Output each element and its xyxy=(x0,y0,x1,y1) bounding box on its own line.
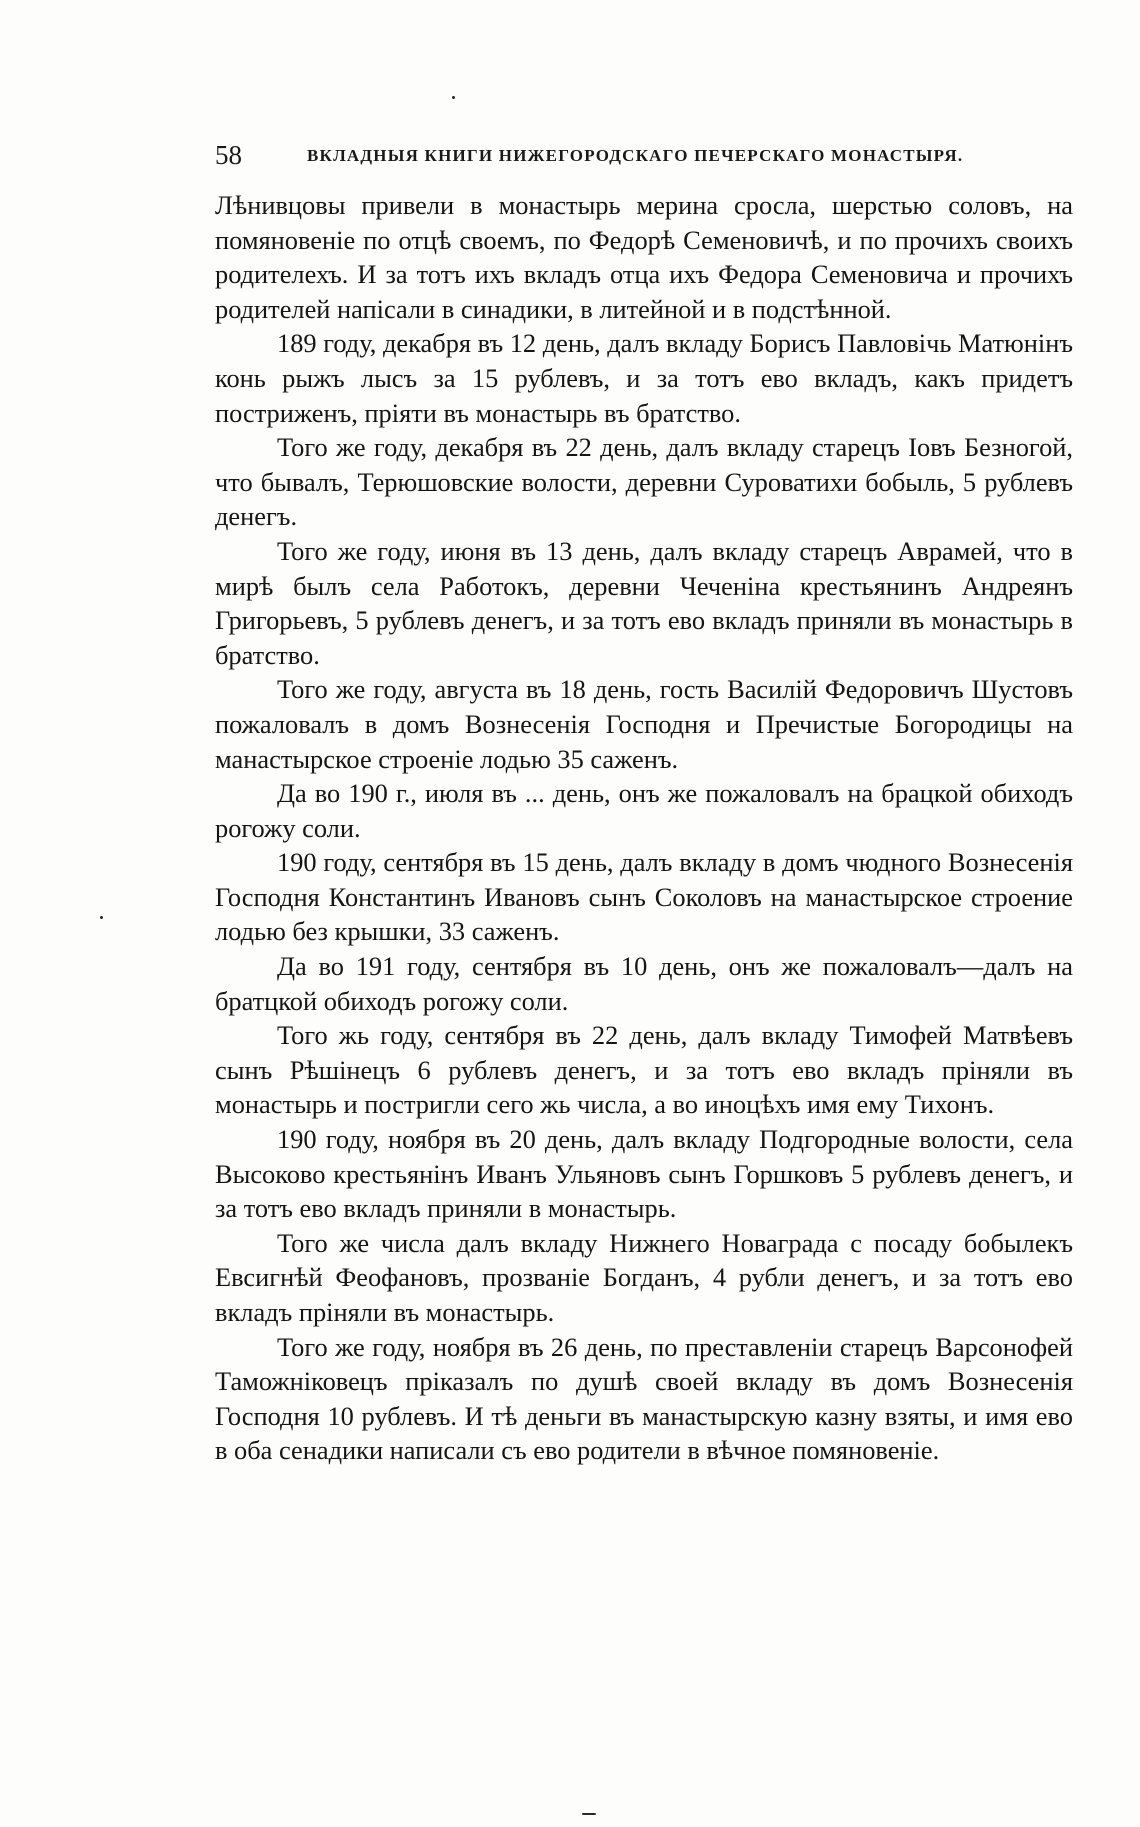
scan-speck xyxy=(452,96,455,99)
paragraph: Того же году, декабря въ 22 день, далъ вкладу старецъ Іовъ Безногой, что бывалъ, Терюшовские волости, деревни Суроватихи бобыль, 5 рублевъ денегъ. xyxy=(215,432,1073,532)
paragraph: Да во 190 г., июля въ ... день, онъ же пожаловалъ на брацкой обиходъ рогожу соли. xyxy=(215,778,1073,843)
paragraph: Лѣнивцовы привели в монастырь мерина сросла, шерстью соловъ, на помяновеніе по отцѣ своемъ, по Федорѣ Семеновичѣ, и по прочихъ своихъ родителехъ. И за тотъ ихъ вкладъ отца ихъ Федора Семеновича и прочихъ родителей напісали в синадики, в литейной и в подстѣнной. xyxy=(215,190,1073,324)
page-number: 58 xyxy=(215,140,242,170)
paragraph: Да во 191 году, сентября въ 10 день, онъ же пожаловалъ—далъ на братцкой обиходъ рогожу соли. xyxy=(215,951,1073,1016)
running-title: ВКЛАДНЫЯ КНИГИ НИЖЕГОРОДСКАГО ПЕЧЕРСКАГО МОНАСТЫРЯ. xyxy=(307,146,964,165)
page-header xyxy=(215,138,1007,172)
scan-speck xyxy=(582,1813,596,1815)
paragraph: Того же году, августа въ 18 день, гость Василій Федоровичъ Шустовъ пожаловалъ в домъ Вознесенія Господня и Пречистые Богородицы на манастырское строеніе лодью 35 саженъ. xyxy=(215,674,1073,774)
body-text xyxy=(215,188,1073,1468)
paragraph: Того жь году, сентября въ 22 день, далъ вкладу Тимофей Матвѣевъ сынъ Рѣшінецъ 6 рублевъ денегъ, и за тотъ ево вкладъ пріняли въ монастырь и постригли сего жь числа, а во иноцѣхъ имя ему Тихонъ. xyxy=(215,1020,1073,1120)
paragraph: Того же году, ноября въ 26 день, по преставленіи старецъ Варсонофей Таможніковецъ пріказалъ по душѣ своей вкладу въ домъ Вознесенія Господня 10 рублевъ. И тѣ деньги въ манастырскую казну взяты, и имя ево в оба сенадики написали съ ево родители в вѣчное помяновеніе. xyxy=(215,1331,1073,1466)
paragraph: 190 году, ноября въ 20 день, далъ вкладу Подгородные волости, села Высоково крестьянінъ Иванъ Ульяновъ сынъ Горшковъ 5 рублевъ денегъ, и за тотъ ево вкладъ приняли в монастырь. xyxy=(215,1124,1073,1224)
scan-speck xyxy=(100,916,103,919)
paragraph: Того же числа далъ вкладу Нижнего Новаграда с посаду бобылекъ Евсигнѣй Феофановъ, прозваніе Богданъ, 4 рубли денегъ, и за тотъ ево вкладъ пріняли въ монастырь. xyxy=(215,1227,1073,1327)
paragraph: Того же году, июня въ 13 день, далъ вкладу старецъ Аврамей, что в мирѣ былъ села Работокъ, деревни Чеченіна крестьянинъ Андреянъ Григорьевъ, 5 рублевъ денегъ, и за тотъ ево вкладъ приняли въ монастырь в братство. xyxy=(215,535,1073,670)
paragraph: 189 году, декабря въ 12 день, далъ вкладу Борисъ Павловічь Матюнінъ конь рыжъ лысъ за 15 рублевъ, и за тотъ ево вкладъ, какъ придетъ постриженъ, пріяти въ монастырь въ братство. xyxy=(215,328,1073,428)
paragraph: 190 году, сентября въ 15 день, далъ вкладу в домъ чюдного Вознесенія Господня Константинъ Ивановъ сынъ Соколовъ на манастырское строение лодью без крышки, 33 саженъ. xyxy=(215,847,1073,947)
